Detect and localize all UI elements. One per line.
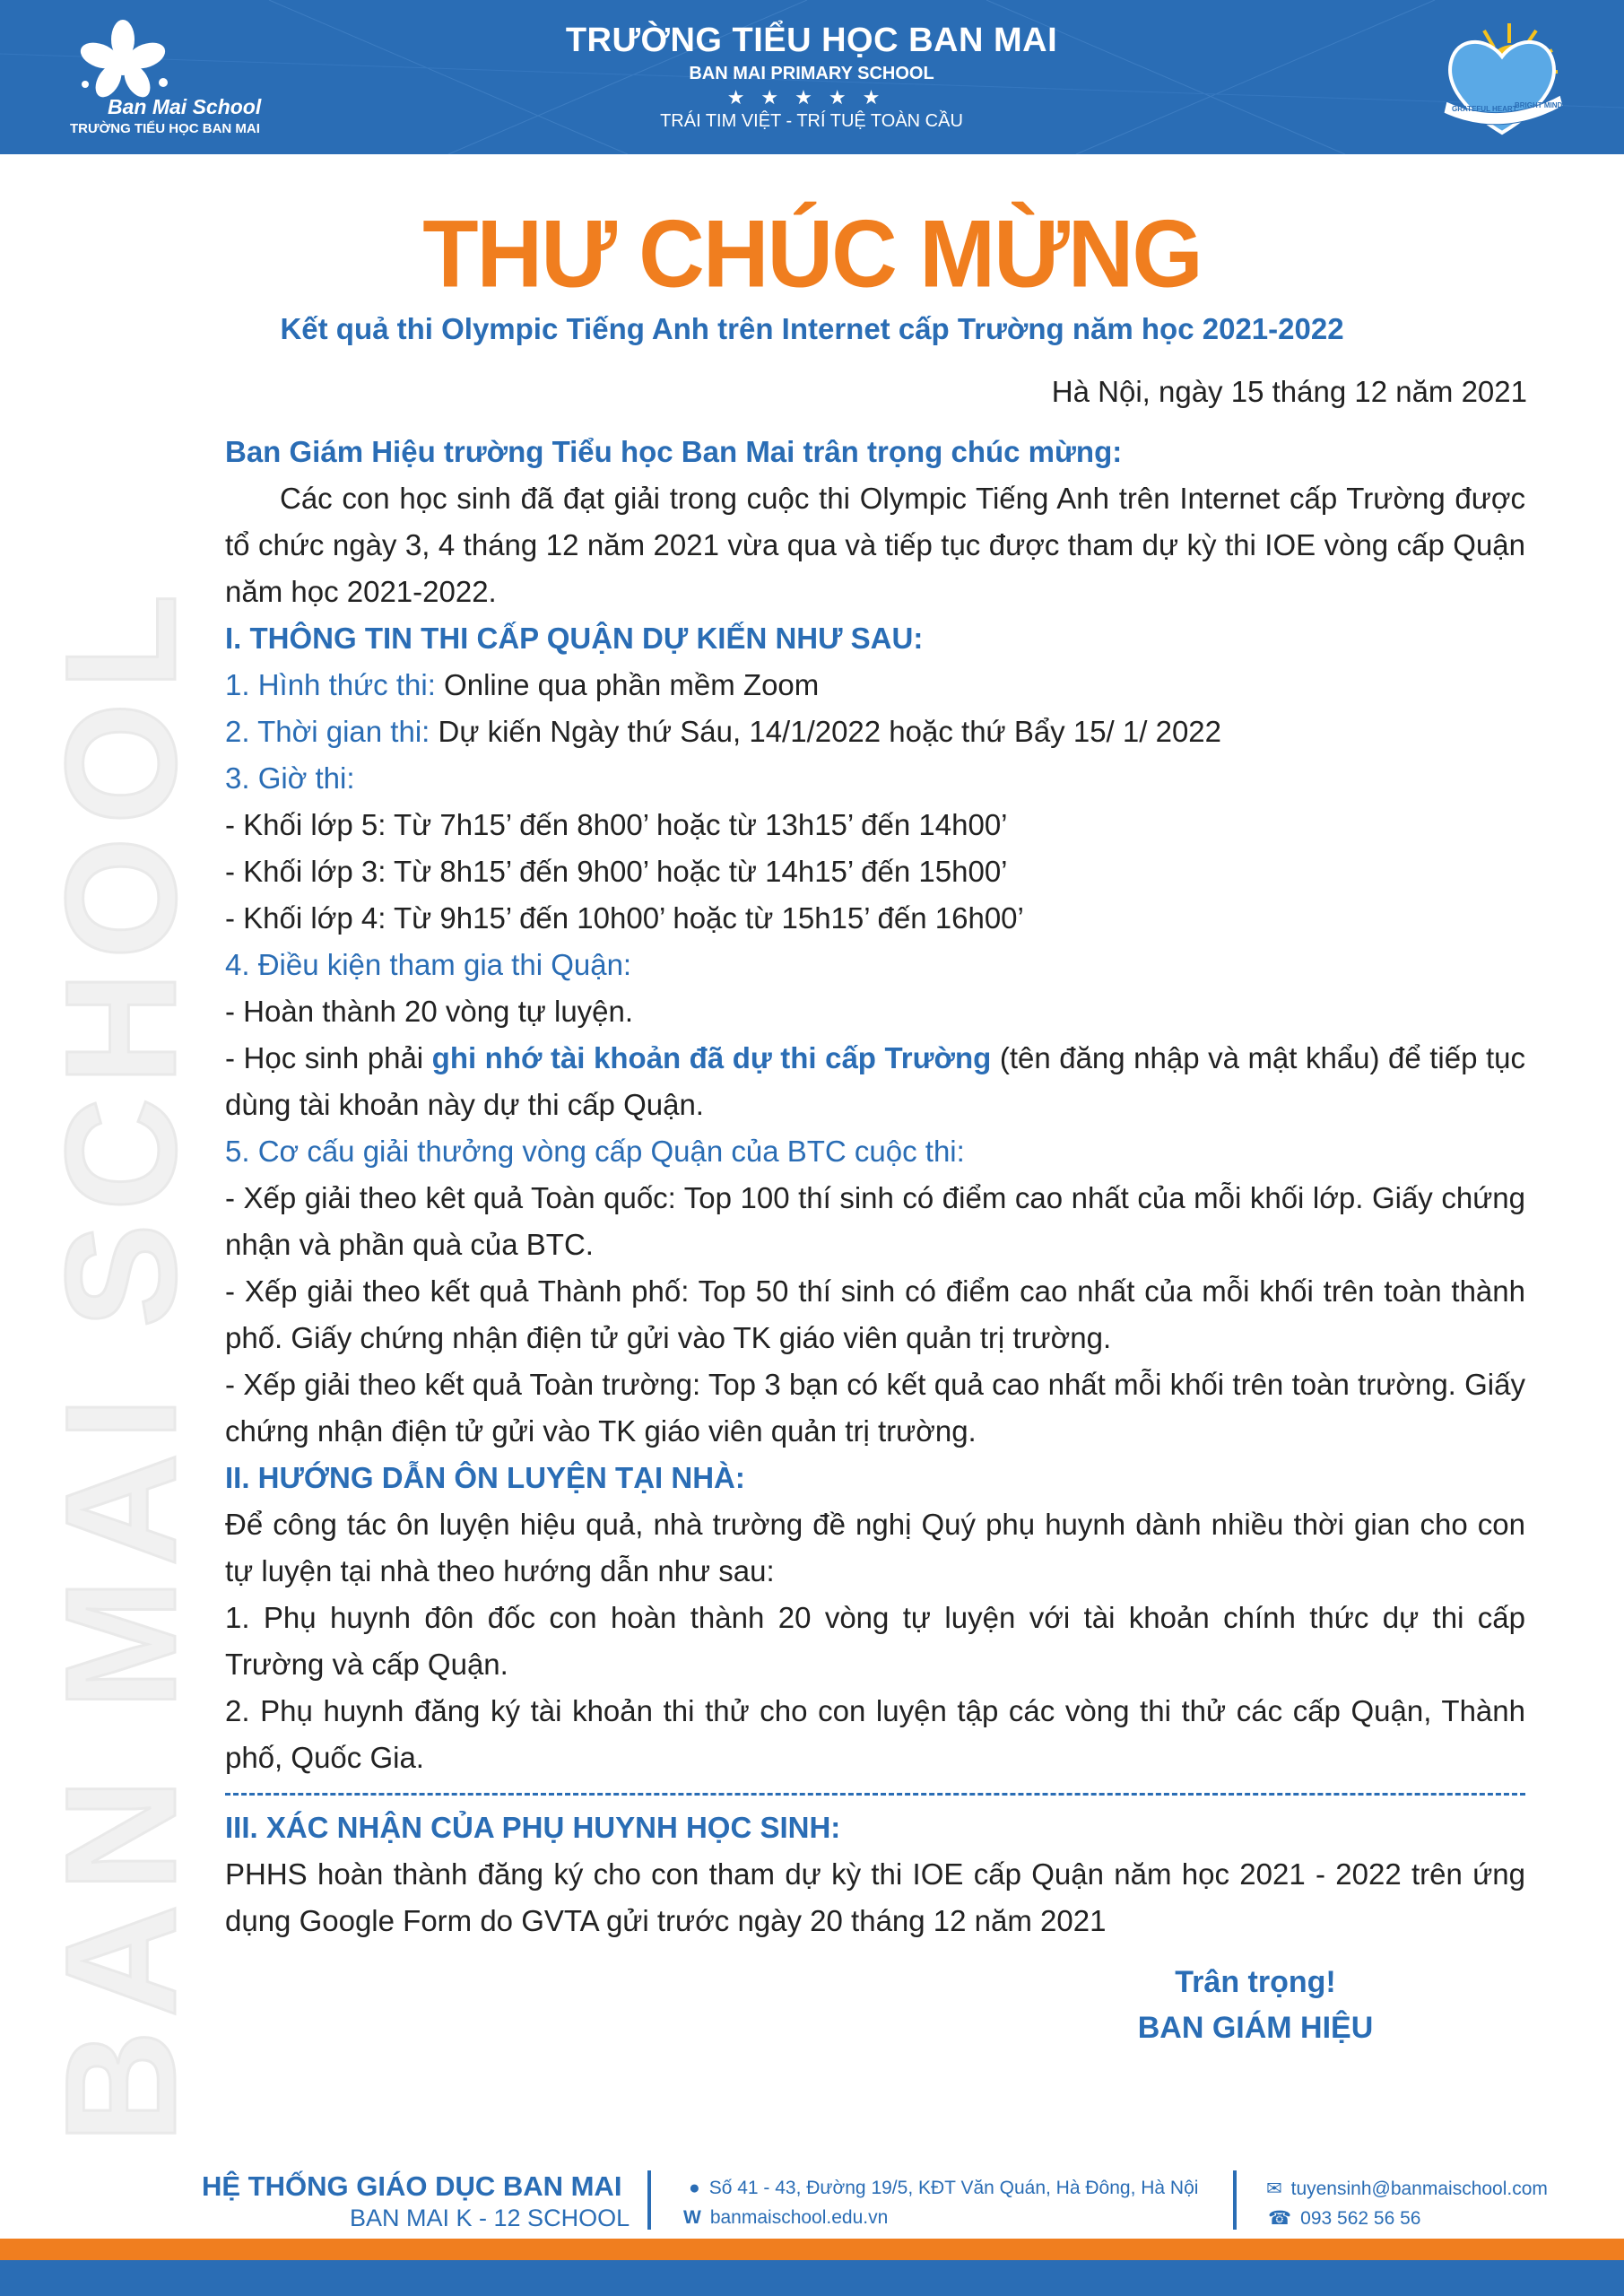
closing-signature: BAN GIÁM HIỆU	[1137, 2011, 1374, 2045]
web-icon: W	[683, 2207, 701, 2228]
header-center	[498, 22, 1125, 132]
heart-sun-badge-icon	[1439, 16, 1565, 142]
badge-text-1: GRATEFUL HEART	[1452, 105, 1517, 113]
flower-logo-icon	[67, 20, 211, 100]
header-banner	[0, 0, 1624, 154]
school-logo	[67, 20, 282, 145]
award-item: - Xếp giải theo kết quả Thành phố: Top 50 thí sinh có điểm cao nhất của mỗi khối trên toàn thành phố. Giấy chứng nhận điện tử gửi vào TK giáo viên quản trị trường.	[225, 1274, 1525, 1354]
section2-intro: Để công tác ôn luyện hiệu quả, nhà trường đề nghị Quý phụ huynh dành nhiều thời gian cho con tự luyện tại nhà theo hướng dẫn như sau:	[225, 1508, 1525, 1587]
intro-paragraph: Các con học sinh đã đạt giải trong cuộc thi Olympic Tiếng Anh trên Internet cấp Trường được tổ chức ngày 3, 4 tháng 12 năm 2021 vừa qua và tiếp tục được tham dự kỳ thi IOE vòng cấp Quận năm học 2021-2022.	[225, 482, 1525, 608]
condition-pre: - Học sinh phải	[225, 1041, 432, 1074]
schedule-item: - Khối lớp 3: Từ 8h15’ đến 9h00’ hoặc từ 14h15’ đến 15h00’	[225, 855, 1008, 888]
footer-phone-text[interactable]: 093 562 56 56	[1300, 2208, 1421, 2229]
schedule-item: - Khối lớp 5: Từ 7h15’ đến 8h00’ hoặc từ 13h15’ đến 14h00’	[225, 808, 1008, 841]
footer-email[interactable]	[1266, 2178, 1548, 2200]
logo-school-name: Ban Mai School	[108, 95, 262, 118]
footer	[0, 2152, 1624, 2296]
guide-item: 1. Phụ huynh đôn đốc con hoàn thành 20 vòng tự luyện với tài khoản chính thức dự thi cấp Trường và cấp Quận.	[225, 1601, 1525, 1681]
footer-address-text: Số 41 - 43, Đường 19/5, KĐT Văn Quán, Hà Đông, Hà Nội	[708, 2178, 1199, 2198]
schedule-item: - Khối lớp 4: Từ 9h15’ đến 10h00’ hoặc từ 15h15’ đến 16h00’	[225, 901, 1024, 935]
footer-separator	[647, 2170, 651, 2230]
exam-format	[225, 662, 1525, 709]
footer-email-text[interactable]: tuyensinh@banmaischool.com	[1290, 2179, 1548, 2199]
footer-website[interactable]	[683, 2207, 888, 2229]
award-item: - Xếp giải theo kết quả Toàn trường: Top 3 bạn có kết quả cao nhất mỗi khối trên toàn trường. Giấy chứng nhận điện tử gửi vào TK giáo viên quản trị trường.	[225, 1368, 1525, 1448]
stars-icon: ★★★★★	[726, 86, 897, 109]
school-subtitle: BAN MAI PRIMARY SCHOOL	[689, 64, 934, 83]
exam-time	[225, 709, 1525, 755]
conditions-label: 4. Điều kiện tham gia thi Quận:	[225, 948, 632, 981]
section3-heading: III. XÁC NHẬN CỦA PHỤ HUYNH HỌC SINH:	[225, 1811, 841, 1844]
footer-blue-band	[0, 2260, 1624, 2296]
letter-body	[225, 429, 1525, 1944]
closing-regards: Trân trọng!	[1175, 1965, 1336, 1999]
phone-icon: ☎	[1268, 2208, 1292, 2229]
exam-time-value: Dự kiến Ngày thứ Sáu, 14/1/2022 hoặc thứ Bẩy 15/ 1/ 2022	[430, 715, 1221, 748]
footer-separator	[1233, 2170, 1237, 2230]
letter-title: THƯ CHÚC MỪNG	[422, 200, 1202, 308]
condition-emphasis: ghi nhớ tài khoản đã dự thi cấp Trường	[431, 1041, 992, 1074]
footer-phone[interactable]	[1268, 2207, 1420, 2230]
exam-hours-label: 3. Giờ thi:	[225, 761, 355, 795]
letter-date: Hà Nội, ngày 15 tháng 12 năm 2021	[1051, 375, 1527, 408]
closing-block	[1058, 1960, 1453, 2051]
footer-website-text[interactable]: banmaischool.edu.vn	[709, 2207, 889, 2228]
condition-post: (tên đăng nhập và mật khẩu) để tiếp tục dùng tài khoản này dự thi cấp Quận.	[225, 1041, 1525, 1121]
badge-text-2: BRIGHT MIND	[1515, 101, 1563, 109]
dashed-divider	[225, 1793, 1525, 1796]
letter-subtitle: Kết quả thi Olympic Tiếng Anh trên Internet cấp Trường năm học 2021-2022	[280, 312, 1344, 345]
location-pin-icon: ●	[689, 2178, 700, 2198]
school-title: TRƯỜNG TIỂU HỌC BAN MAI	[565, 22, 1058, 59]
footer-org-name: HỆ THỐNG GIÁO DỤC BAN MAI	[202, 2170, 622, 2202]
mail-icon: ✉	[1266, 2179, 1282, 2199]
footer-orange-band	[0, 2239, 1624, 2260]
section2-heading: II. HƯỚNG DẪN ÔN LUYỆN TẠI NHÀ:	[225, 1461, 745, 1494]
footer-org-subname: BAN MAI K - 12 SCHOOL	[350, 2205, 630, 2231]
awards-label: 5. Cơ cấu giải thưởng vòng cấp Quận của BTC cuộc thi:	[225, 1135, 965, 1168]
exam-time-label: 2. Thời gian thi:	[225, 715, 430, 748]
greeting: Ban Giám Hiệu trường Tiểu học Ban Mai trân trọng chúc mừng:	[225, 435, 1123, 468]
condition-item	[225, 1035, 1525, 1128]
watermark: BAN MAI SCHOOL	[34, 581, 209, 2144]
section3-text: PHHS hoàn thành đăng ký cho con tham dự kỳ thi IOE cấp Quận năm học 2021 - 2022 trên ứng dụng Google Form do GVTA gửi trước ngày 20 tháng 12 năm 2021	[225, 1857, 1525, 1937]
footer-address	[689, 2178, 1198, 2199]
section1-heading: I. THÔNG TIN THI CẤP QUẬN DỰ KIẾN NHƯ SAU:	[225, 622, 924, 655]
exam-format-label: 1. Hình thức thi:	[225, 668, 436, 701]
condition-item: - Hoàn thành 20 vòng tự luyện.	[225, 995, 634, 1028]
exam-format-value: Online qua phần mềm Zoom	[435, 668, 820, 701]
logo-school-subname: TRƯỜNG TIỂU HỌC BAN MAI	[70, 121, 260, 136]
award-item: - Xếp giải theo kêt quả Toàn quốc: Top 100 thí sinh có điểm cao nhất của mỗi khối lớp. Giấy chứng nhận và phần quà của BTC.	[225, 1181, 1525, 1261]
guide-item: 2. Phụ huynh đăng ký tài khoản thi thử cho con luyện tập các vòng thi thử các cấp Quận, Thành phố, Quốc Gia.	[225, 1694, 1525, 1774]
school-motto: TRÁI TIM VIỆT - TRÍ TUỆ TOÀN CẦU	[660, 111, 963, 131]
